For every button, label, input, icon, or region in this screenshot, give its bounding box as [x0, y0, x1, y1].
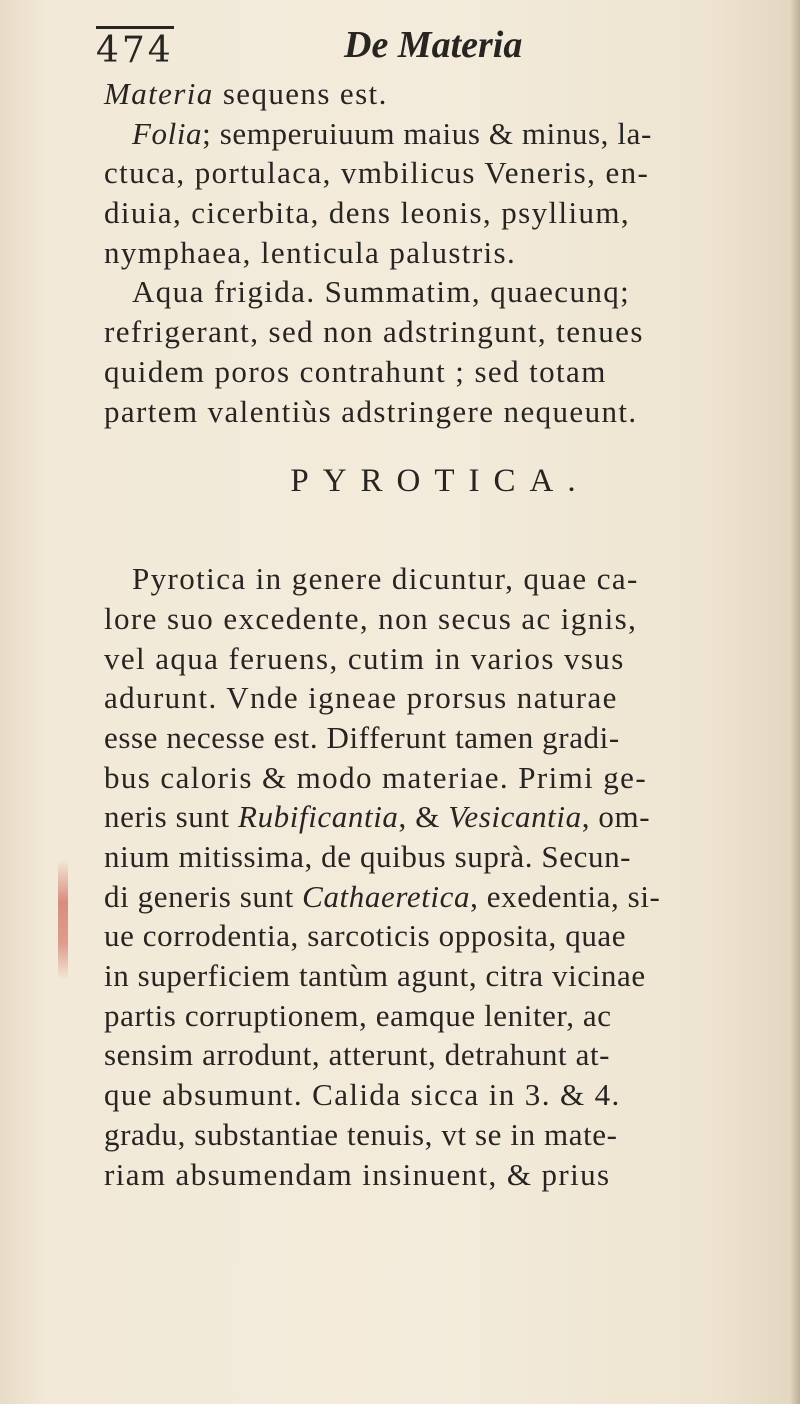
text-line: quidem poros contrahunt ; sed totam — [104, 353, 607, 389]
italic-word: Folia — [132, 115, 203, 151]
text-line — [104, 797, 794, 837]
text-span: , & — [398, 799, 449, 835]
running-head: De Materia — [344, 24, 523, 66]
text-block — [104, 74, 794, 1194]
text-line: partem valentiùs adstringere nequeunt. — [104, 393, 638, 429]
text-line: diuia, cicerbita, dens leonis, psyllium, — [104, 195, 631, 231]
text-span: , exedentia, si- — [470, 878, 661, 914]
text-line — [104, 114, 794, 154]
margin-stain — [58, 860, 68, 980]
text-line: Aqua frigida. Summatim, quaecunq; — [132, 274, 631, 310]
text-line: riam absumendam insinuent, & prius — [104, 1156, 611, 1192]
text-line: partis corruptionem, eamque leniter, ac — [104, 997, 612, 1033]
text-span: di generis sunt — [104, 878, 303, 914]
text-line: adurunt. Vnde igneae prorsus naturae — [104, 680, 618, 716]
italic-word: Rubificantia — [238, 799, 399, 835]
italic-word: Cathaeretica — [302, 878, 471, 914]
text-line: sensim arrodunt, atterunt, detrahunt at- — [104, 1037, 611, 1073]
text-span: sequens est. — [213, 76, 388, 111]
text-line: nium mitissima, de quibus suprà. Secun- — [104, 839, 632, 874]
text-line: ctuca, portulaca, vmbilicus Veneris, en- — [104, 155, 650, 191]
text-line: vel aqua feruens, cutim in varios vsus — [104, 640, 625, 676]
italic-word: Materia — [104, 76, 214, 111]
section-heading: PYROTICA. — [290, 463, 590, 500]
text-line: refrigerant, sed non adstringunt, tenues — [104, 314, 644, 350]
text-line: in superficiem tantùm agunt, citra vicinae — [104, 958, 646, 994]
page-header — [96, 18, 696, 74]
text-line: que absumunt. Calida sicca in 3. & 4. — [104, 1077, 621, 1113]
text-span: , om- — [581, 799, 651, 835]
text-line: Pyrotica in genere dicuntur, quae ca- — [132, 561, 639, 597]
page-number: 474 — [96, 26, 174, 71]
text-line — [104, 74, 794, 114]
text-line — [104, 877, 794, 917]
text-line: ue corrodentia, sarcoticis opposita, quae — [104, 918, 627, 954]
text-line: esse necesse est. Differunt tamen gradi- — [104, 719, 620, 755]
text-line: lore suo excedente, non secus ac ignis, — [104, 600, 638, 636]
italic-word: Vesicantia — [448, 799, 582, 835]
text-span: ; semperuiuum maius & minus, la- — [202, 115, 652, 151]
text-line: nymphaea, lenticula palustris. — [104, 234, 517, 270]
text-line: bus caloris & modo materiae. Primi ge- — [104, 759, 648, 795]
text-line: gradu, substantiae tenuis, vt se in mate- — [104, 1116, 618, 1152]
text-span: neris sunt — [104, 799, 239, 835]
